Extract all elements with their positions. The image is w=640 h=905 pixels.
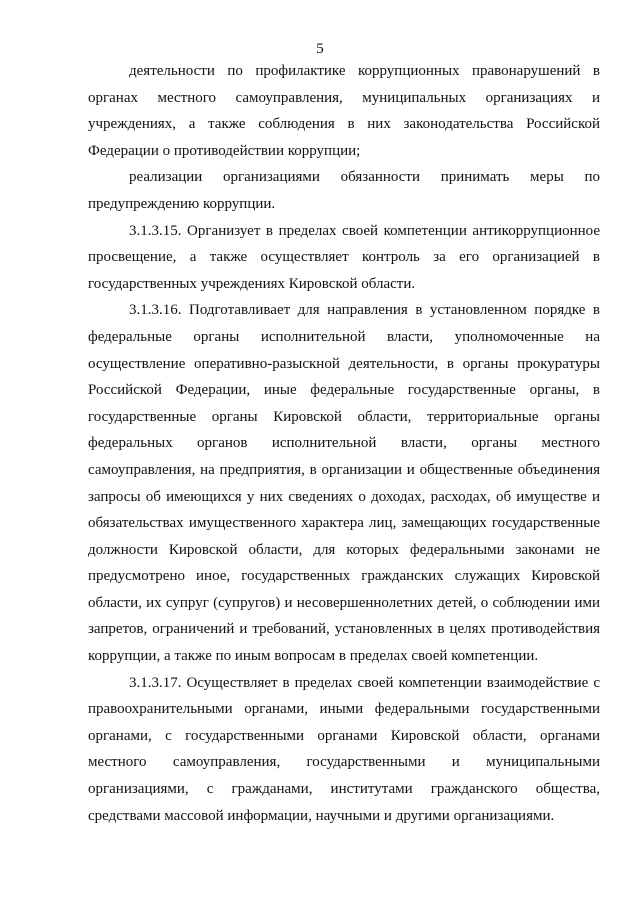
- paragraph-anti-corruption-measures: реализации организациями обязанности принимать меры по предупреждению коррупции.: [88, 169, 600, 212]
- paragraph-3-1-3-15: 3.1.3.15. Организует в пределах своей компетенции антикоррупционное просвещение, а также осуществляет контроль за его организацией в государственных учреждениях Кировской области.: [88, 222, 600, 292]
- page-number: 5: [316, 41, 324, 57]
- paragraph-3-1-3-17: 3.1.3.17. Осуществляет в пределах своей компетенции взаимодействие с правоохранительными органами, иными федеральными государственными органами, с государственными органами Кировской области, органами местного самоуправления, государственными и муниципальными организациями, с гражданами, институтами гражданского общества, средствами массовой информации, научными и другими организациями.: [88, 674, 600, 824]
- paragraph-3-1-3-16: 3.1.3.16. Подготавливает для направления в установленном порядке в федеральные органы исполнительной власти, уполномоченные на осуществление оперативно-разыскной деятельности, в органы прокуратуры Российской Федерации, иные федеральные государственные органы, в государственные органы Кировской области, территориальные органы федеральных органов исполнительной власти, органы местного самоуправления, на предприятия, в организации и общественные объединения запросы об имеющихся у них сведениях о доходах, расходах, об имуществе и обязательствах имущественного характера лиц, замещающих государственные должности Кировской области, для которых федеральными законами не предусмотрено иное, государственных гражданских служащих Кировской области, их супруг (супругов) и несовершеннолетних детей, о соблюдении ими запретов, ограничений и требований, установленных в целях противодействия коррупции, а также по иным вопросам в пределах своей компетенции.: [88, 302, 600, 665]
- document-body: [88, 58, 600, 829]
- paragraph-continuation: деятельности по профилактике коррупционных правонарушений в органах местного самоуправления, муниципальных организациях и учреждениях, а также соблюдения в них законодательства Российской Федерации о противодействии коррупции;: [88, 63, 600, 159]
